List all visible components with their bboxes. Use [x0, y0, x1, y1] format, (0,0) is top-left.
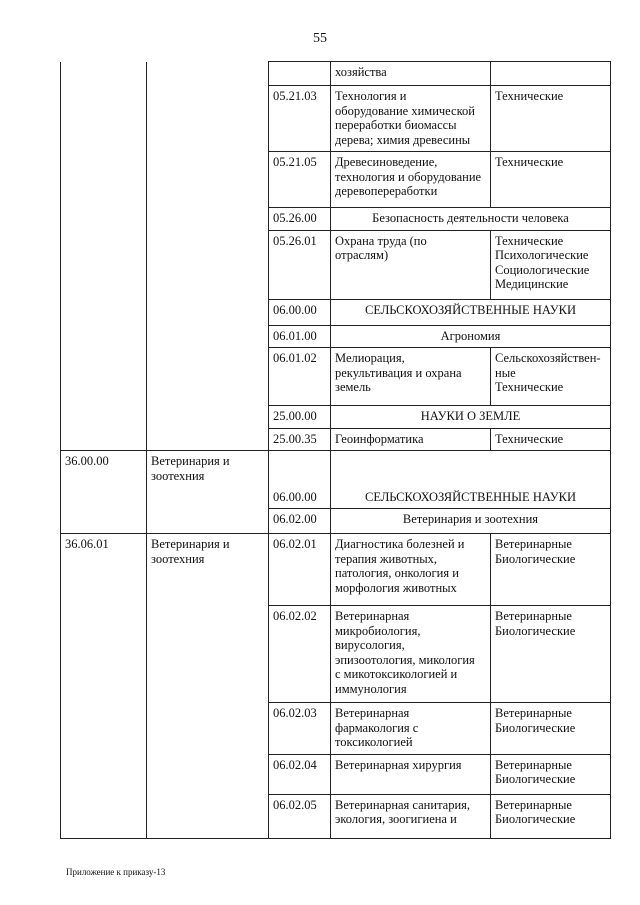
- cell-line: Охрана труда (по: [335, 233, 427, 248]
- cell-line: хозяйства: [335, 65, 387, 79]
- science-field: [491, 62, 611, 86]
- cell-line: Ветеринарная хирургия: [335, 757, 462, 772]
- specialty-name: [331, 703, 491, 755]
- section-title: Агрономия: [331, 325, 611, 348]
- science-field: [491, 86, 611, 152]
- section-title: Безопасность деятельности человека: [331, 208, 611, 231]
- science-field: [491, 703, 611, 755]
- cell-line: Психологические: [495, 248, 589, 262]
- code-cell: 06.02.02: [269, 606, 331, 703]
- code-cell: 05.26.00: [269, 208, 331, 231]
- science-field: [491, 230, 611, 299]
- cell-line: Технология и: [335, 89, 407, 103]
- cell-line: Ветеринария и: [151, 537, 230, 551]
- cell-line: Ветеринарные: [495, 609, 572, 623]
- table-row: [61, 451, 611, 509]
- cell-line: Технические: [495, 380, 564, 394]
- empty-cell: [147, 62, 269, 451]
- cell-line: токсикологией: [335, 735, 413, 749]
- footer-note: Приложение к приказу-13: [66, 867, 166, 877]
- specialty-name: [331, 428, 491, 451]
- page-number: 55: [313, 31, 327, 46]
- cell-line: зоотехния: [151, 468, 205, 483]
- code-cell: 06.02.05: [269, 794, 331, 838]
- code-cell: 06.02.00: [269, 509, 331, 534]
- cell-line: зоотехния: [151, 551, 205, 566]
- science-field: [491, 606, 611, 703]
- group-name: [147, 534, 269, 839]
- cell-line: деревопереработки: [335, 184, 438, 198]
- code-cell: 05.21.03: [269, 86, 331, 152]
- section-title: СЕЛЬСКОХОЗЯЙСТВЕННЫЕ НАУКИ: [331, 451, 611, 509]
- specialties-table: [60, 61, 611, 839]
- group-code: 36.06.01: [61, 534, 147, 839]
- specialty-name: [331, 348, 491, 406]
- cell-line: Социологические: [495, 262, 590, 277]
- cell-line: Ветеринария и: [151, 454, 230, 468]
- section-title: НАУКИ О ЗЕМЛЕ: [331, 406, 611, 429]
- code-cell: 06.01.02: [269, 348, 331, 406]
- code-cell: 05.26.01: [269, 230, 331, 299]
- cell-line: Технические: [495, 233, 564, 248]
- cell-line: Сельскохозяйствен-: [495, 351, 601, 365]
- cell-line: Ветеринарные: [495, 797, 572, 812]
- specialty-name: [331, 86, 491, 152]
- cell-line: терапия животных,: [335, 551, 438, 566]
- cell-line: экология, зоогигиена и: [335, 812, 457, 826]
- code-cell: [269, 62, 331, 86]
- cell-line: Ветеринарная санитария,: [335, 797, 471, 812]
- code-cell: 06.01.00: [269, 325, 331, 348]
- cell-line: технология и оборудование: [335, 169, 482, 184]
- cell-line: Медицинские: [495, 277, 569, 291]
- specialty-name: [331, 606, 491, 703]
- code-cell: 06.02.04: [269, 754, 331, 794]
- code-cell: 06.00.00: [269, 299, 331, 325]
- code-cell: 06.00.00: [269, 451, 331, 509]
- cell-line: Древесиноведение,: [335, 155, 438, 169]
- code-cell: 06.02.03: [269, 703, 331, 755]
- cell-line: Технические: [495, 431, 564, 446]
- specialty-name: [331, 230, 491, 299]
- science-field: [491, 348, 611, 406]
- specialty-name: [331, 534, 491, 606]
- cell-line: эпизоотология, микология: [335, 652, 475, 667]
- science-field: [491, 754, 611, 794]
- table-row: [61, 534, 611, 606]
- science-field: [491, 534, 611, 606]
- cell-line: земель: [335, 380, 371, 394]
- cell-line: Ветеринарные: [495, 537, 572, 551]
- cell-line: иммунология: [335, 681, 407, 696]
- cell-line: Ветеринарные: [495, 757, 572, 772]
- cell-line: рекультивация и охрана: [335, 365, 462, 380]
- science-field: [491, 152, 611, 208]
- cell-line: Ветеринарная: [335, 706, 410, 720]
- cell-line: Ветеринарная: [335, 609, 410, 623]
- cell-line: с микотоксикологией и: [335, 667, 458, 681]
- cell-line: отраслям): [335, 248, 389, 262]
- specialty-name: [331, 62, 491, 86]
- cell-line: Ветеринарные: [495, 706, 572, 720]
- section-title: СЕЛЬСКОХОЗЯЙСТВЕННЫЕ НАУКИ: [331, 299, 611, 325]
- cell-line: Биологические: [495, 812, 576, 826]
- cell-line: дерева; химия древесины: [335, 132, 471, 147]
- cell-line: Биологические: [495, 551, 576, 566]
- cell-line: Геоинформатика: [335, 431, 424, 446]
- group-name: [147, 451, 269, 534]
- cell-line: патология, онкология и: [335, 566, 459, 580]
- science-field: [491, 428, 611, 451]
- code-cell: 25.00.35: [269, 428, 331, 451]
- cell-line: микробиология,: [335, 623, 421, 638]
- code-cell: 05.21.05: [269, 152, 331, 208]
- specialty-name: [331, 794, 491, 838]
- cell-line: Мелиорация,: [335, 351, 405, 365]
- cell-line: оборудование химической: [335, 103, 475, 118]
- specialty-name: [331, 754, 491, 794]
- cell-line: Технические: [495, 89, 564, 103]
- cell-line: Биологические: [495, 720, 576, 735]
- table-row: [61, 62, 611, 86]
- specialty-name: [331, 152, 491, 208]
- section-title: Ветеринария и зоотехния: [331, 509, 611, 534]
- cell-line: вирусология,: [335, 638, 405, 652]
- group-code: 36.00.00: [61, 451, 147, 534]
- cell-line: морфология животных: [335, 580, 457, 595]
- empty-cell: [61, 62, 147, 451]
- cell-line: Биологические: [495, 623, 576, 638]
- science-field: [491, 794, 611, 838]
- code-cell: 06.02.01: [269, 534, 331, 606]
- cell-line: переработки биомассы: [335, 118, 457, 132]
- code-cell: 25.00.00: [269, 406, 331, 429]
- cell-line: фармакология с: [335, 720, 419, 735]
- cell-line: Диагностика болезней и: [335, 537, 465, 551]
- cell-line: Технические: [495, 155, 564, 169]
- cell-line: ные: [495, 365, 516, 380]
- cell-line: Биологические: [495, 772, 576, 786]
